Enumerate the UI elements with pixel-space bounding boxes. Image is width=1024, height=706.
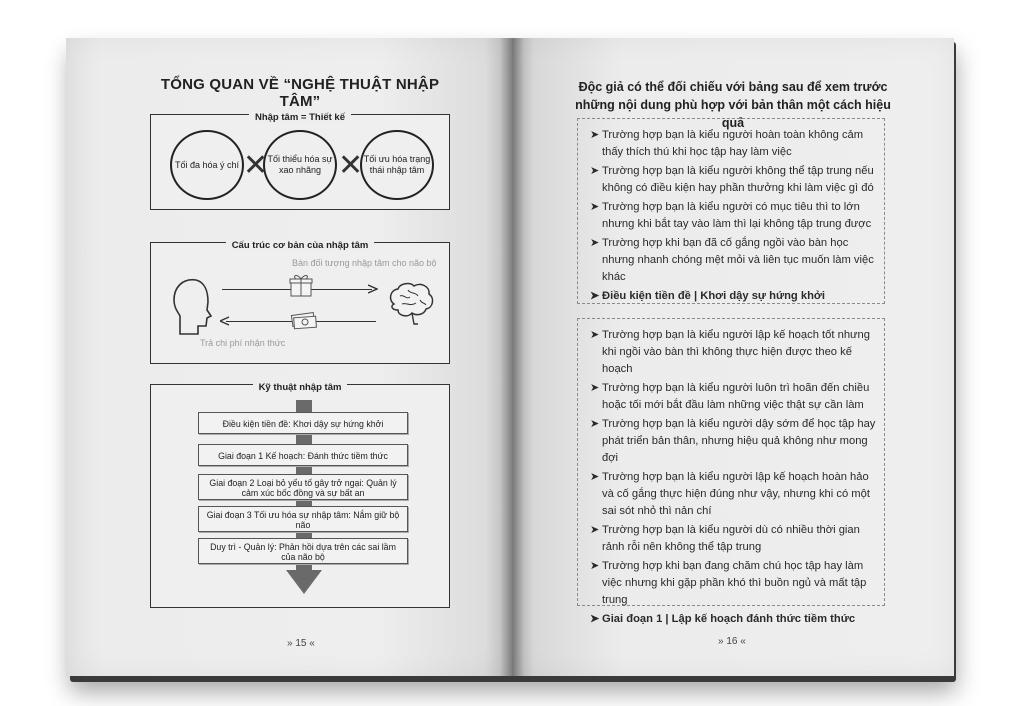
box2-conclusion: ➤ Giai đoạn 1 | Lập kế hoạch đánh thức tiềm thức xyxy=(590,611,876,628)
arrow-bullet-icon: ➤ xyxy=(590,329,600,341)
minimize-distraction-circle: Tối thiểu hóa sự xao nhãng xyxy=(263,130,337,200)
arrow-bullet-icon: ➤ xyxy=(590,290,600,302)
stage1-checklist-box xyxy=(577,318,885,625)
list-item: ➤ Trường hợp bạn là kiểu người không thể tập trung nếu không có điều kiện hay phần thưởng khi làm việc gì đó xyxy=(590,165,874,194)
right-page-number: » 16 « xyxy=(718,636,746,647)
left-page-title: TỔNG QUAN VỀ “NGHỆ THUẬT NHẬP TÂM” xyxy=(160,76,440,110)
arrow-bullet-icon: ➤ xyxy=(590,129,600,141)
arrow-bullet-icon: ➤ xyxy=(590,165,600,177)
list-item: ➤ Trường hợp bạn là kiểu người lập kế hoạch hoàn hảo và cố gắng thực hiện đúng như vậy, nhưng khi có một sai sót nhỏ thì nản chí xyxy=(590,471,870,517)
list-item: ➤ Trường hợp bạn là kiểu người lập kế hoạch tốt nhưng khi ngồi vào bàn thì không thực hiện được theo kế hoạch xyxy=(590,329,870,375)
arrow-bullet-icon: ➤ xyxy=(590,201,600,213)
maximize-will-circle: Tối đa hóa ý chí xyxy=(170,130,244,200)
flow-arrow-head xyxy=(286,570,322,594)
flow-step-stage2: Giai đoạn 2 Loại bỏ yếu tố gây trở ngại: Quản lý cảm xúc bốc đồng và sự bất an xyxy=(198,474,408,500)
sell-focus-label: Bán đối tượng nhập tâm cho não bộ xyxy=(292,258,437,268)
arrow-bullet-icon: ➤ xyxy=(590,613,600,625)
precondition-checklist-box xyxy=(577,118,885,304)
arrowhead-left-icon xyxy=(220,316,230,326)
arrowhead-right-icon xyxy=(368,284,378,294)
pay-cost-label: Trả chi phí nhận thức xyxy=(200,338,286,348)
brain-icon xyxy=(384,280,436,330)
box1-conclusion: ➤ Điều kiện tiền đề | Khơi dậy sự hứng khởi xyxy=(590,288,876,305)
list-item: ➤ Trường hợp bạn là kiểu người luôn trì hoãn đến chiều hoặc tối mới bắt đầu làm những việc thật sự cần làm xyxy=(590,382,870,411)
arrow-bullet-icon: ➤ xyxy=(590,382,600,394)
money-icon xyxy=(290,310,318,330)
multiply-icon: ✕ xyxy=(338,149,364,182)
book-spine xyxy=(500,38,524,676)
right-page-title: Độc giả có thể đối chiếu với bảng sau để xem trước những nội dung phù hợp với bản thân một cách hiệu quả xyxy=(575,80,891,130)
list-item: ➤ Trường hợp bạn là kiểu người có mục tiêu thì to lớn nhưng khi bắt tay vào làm thì lại không tập trung được xyxy=(590,201,872,230)
basic-structure-label: Cấu trúc cơ bản của nhập tâm xyxy=(226,240,375,251)
gift-box-icon xyxy=(288,272,314,298)
technique-label: Kỹ thuật nhập tâm xyxy=(253,382,348,393)
head-icon xyxy=(168,276,216,338)
list-item: ➤ Trường hợp khi bạn đang chăm chú học tập hay làm việc nhưng khi gặp phần khó thì buồn ngủ và mất tập trung xyxy=(590,560,867,606)
flow-step-stage3: Giai đoạn 3 Tối ưu hóa sự nhập tâm: Nắm giữ bộ não xyxy=(198,506,408,532)
arrow-bullet-icon: ➤ xyxy=(590,524,600,536)
list-item: ➤ Trường hợp bạn là kiểu người dù có nhiều thời gian rảnh rỗi nên không thể tập trung xyxy=(590,524,860,553)
flow-step-maintain: Duy trì - Quản lý: Phản hồi dựa trên các sai lầm của não bộ xyxy=(198,538,408,564)
flow-step-precondition: Điều kiện tiền đề: Khơi dậy sự hứng khởi xyxy=(198,412,408,434)
arrow-bullet-icon: ➤ xyxy=(590,560,600,572)
arrow-bullet-icon: ➤ xyxy=(590,471,600,483)
left-page-number: » 15 « xyxy=(287,638,315,649)
arrow-bullet-icon: ➤ xyxy=(590,237,600,249)
list-item: ➤ Trường hợp bạn là kiểu người hoàn toàn không cảm thấy thích thú khi học tập hay làm việc xyxy=(590,129,864,158)
list-item: ➤ Trường hợp bạn là kiểu người dậy sớm để học tập hay phát triển bản thân, nhưng hiệu quả không như mong đợi xyxy=(590,418,876,464)
design-formula-label: Nhập tâm = Thiết kế xyxy=(249,112,351,123)
arrow-bullet-icon: ➤ xyxy=(590,418,600,430)
multiply-icon: ✕ xyxy=(243,149,269,182)
list-item: ➤ Trường hợp khi bạn đã cố gắng ngồi vào bàn học nhưng nhanh chóng mệt mỏi và liên tục muốn làm việc khác xyxy=(590,237,874,283)
optimize-focus-circle: Tối ưu hóa trạng thái nhập tâm xyxy=(360,130,434,200)
flow-step-stage1: Giai đoạn 1 Kế hoạch: Đánh thức tiềm thức xyxy=(198,444,408,466)
